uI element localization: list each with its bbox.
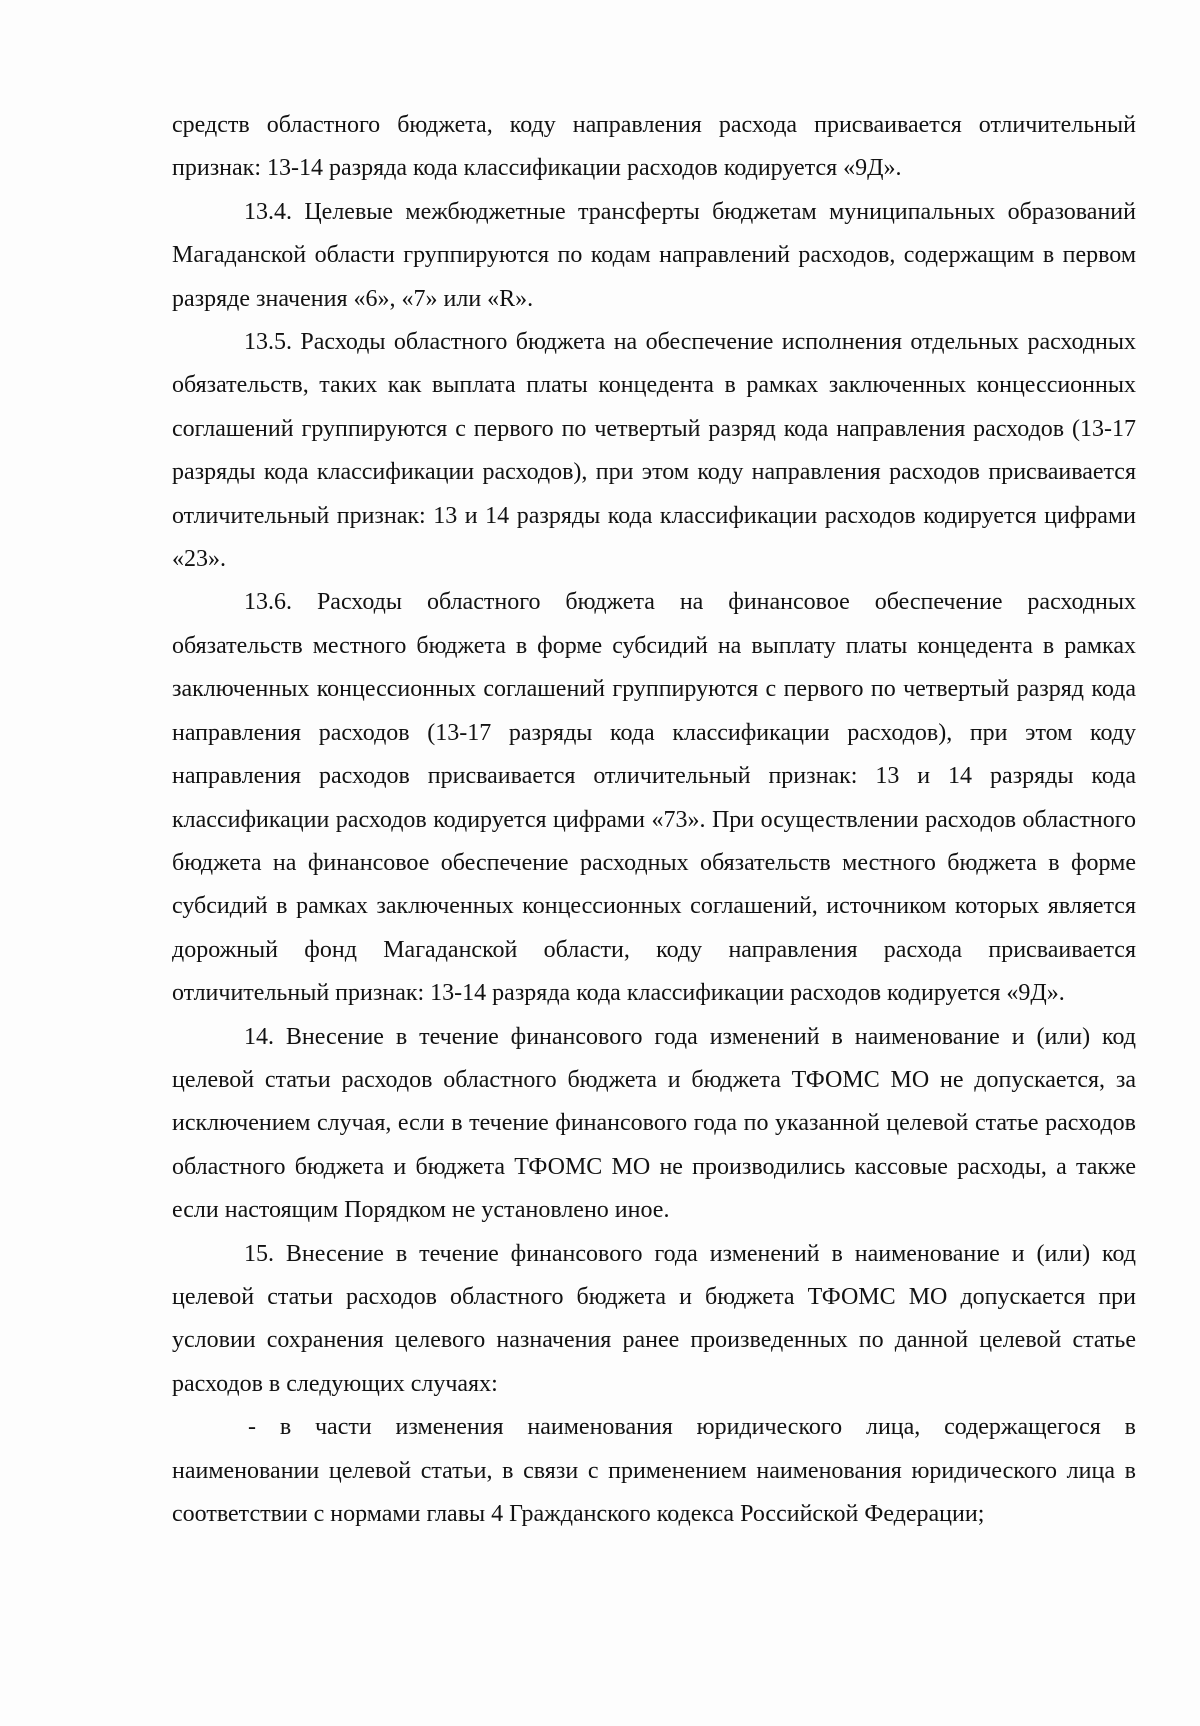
paragraph-13-6: 13.6. Расходы областного бюджета на финансовое обеспечение расходных обязательств местного бюджета в форме субсидий на выплату платы концедента в рамках заключенных концессионных соглашений группируются с первого по четвертый разряд кода направления расходов (13-17 разряды кода классификации расходов), при этом коду направления расходов присваивается отличительный признак: 13 и 14 разряды кода классификации расходов кодируется цифрами «73». При осуществлении расходов областного бюджета на финансовое обеспечение расходных обязательств местного бюджета в форме субсидий в рамках заключенных концессионных соглашений, источником которых является дорожный фонд Магаданской области, коду направления расхода присваивается отличительный признак: 13-14 разряда кода классификации расходов кодируется «9Д». [172, 589, 1136, 1007]
bullet-item: - в части изменения наименования юридического лица, содержащегося в наименовании целевой статьи, в связи с применением наименования юридического лица в соответствии с нормами главы 4 Гражданского кодекса Российской Федерации; [172, 1414, 1136, 1527]
document-text-body [172, 104, 1136, 1536]
paragraph-15: 15. Внесение в течение финансового года изменений в наименование и (или) код целевой статьи расходов областного бюджета и бюджета ТФОМС МО допускается при условии сохранения целевого назначения ранее произведенных по данной целевой статье расходов в следующих случаях: [172, 1240, 1136, 1397]
paragraph-13-5: 13.5. Расходы областного бюджета на обеспечение исполнения отдельных расходных обязательств, таких как выплата платы концедента в рамках заключенных концессионных соглашений группируются с первого по четвертый разряд кода направления расходов (13-17 разряды кода классификации расходов), при этом коду направления расходов присваивается отличительный признак: 13 и 14 разряды кода классификации расходов кодируется цифрами «23». [172, 329, 1136, 573]
paragraph-13-4: 13.4. Целевые межбюджетные трансферты бюджетам муниципальных образований Магаданской области группируются по кодам направлений расходов, содержащим в первом разряде значения «6», «7» или «R». [172, 198, 1136, 312]
paragraph-continuation: средств областного бюджета, коду направления расхода присваивается отличительный признак: 13-14 разряда кода классификации расходов кодируется «9Д». [172, 112, 1136, 182]
paragraph-14: 14. Внесение в течение финансового года изменений в наименование и (или) код целевой статьи расходов областного бюджета и бюджета ТФОМС МО не допускается, за исключением случая, если в течение финансового года по указанной целевой статье расходов областного бюджета и бюджета ТФОМС МО не производились кассовые расходы, а также если настоящим Порядком не установлено иное. [172, 1023, 1136, 1224]
